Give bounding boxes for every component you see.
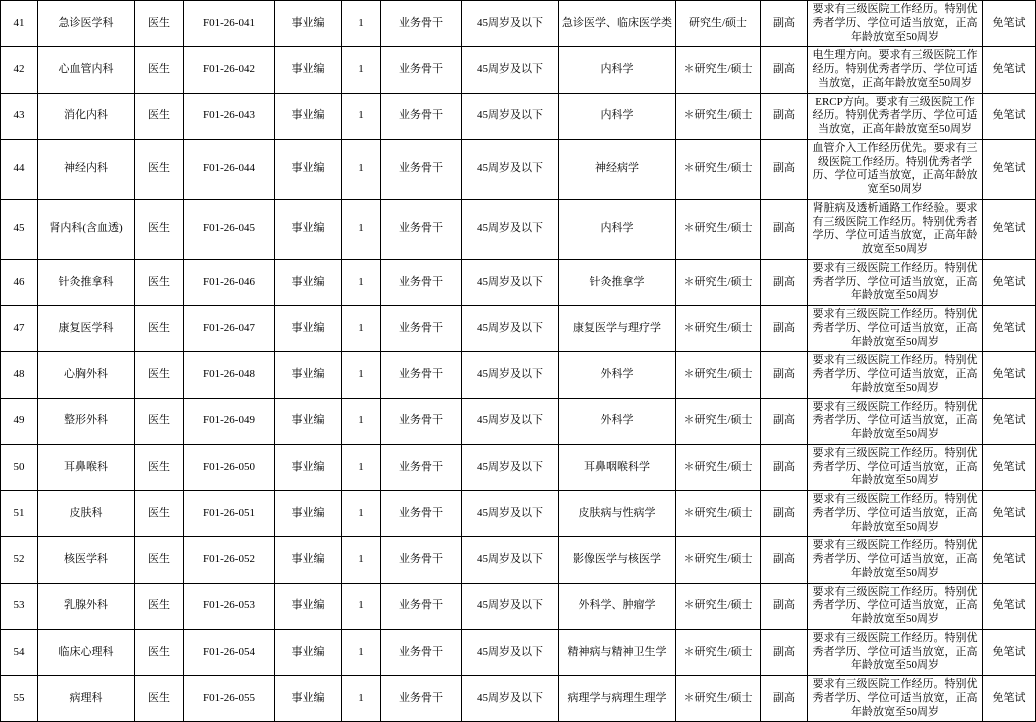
cell-level: 业务骨干 xyxy=(381,629,462,675)
table-row xyxy=(1,583,1036,629)
cell-post: 肾内科(含血透) xyxy=(38,199,135,259)
cell-exam: 免笔试 xyxy=(983,398,1036,444)
table-row xyxy=(1,352,1036,398)
cell-age: 45周岁及以下 xyxy=(462,259,559,305)
cell-exam: 免笔试 xyxy=(983,139,1036,199)
cell-estab: 事业编 xyxy=(275,398,342,444)
cell-code: F01-26-048 xyxy=(184,352,275,398)
cell-major: 外科学、肿瘤学 xyxy=(559,583,676,629)
cell-no: 54 xyxy=(1,629,38,675)
cell-other: 要求有三级医院工作经历。特别优秀者学历、学位可适当放宽，正高年龄放宽至50周岁 xyxy=(808,306,983,352)
cell-degree: ＊研究生/硕士 xyxy=(676,139,761,199)
cell-degree: ＊研究生/硕士 xyxy=(676,259,761,305)
cell-num: 1 xyxy=(342,47,381,93)
cell-exam: 免笔试 xyxy=(983,491,1036,537)
cell-num: 1 xyxy=(342,259,381,305)
cell-post: 临床心理科 xyxy=(38,629,135,675)
cell-major: 针灸推拿学 xyxy=(559,259,676,305)
cell-age: 45周岁及以下 xyxy=(462,47,559,93)
cell-type: 医生 xyxy=(135,398,184,444)
cell-estab: 事业编 xyxy=(275,47,342,93)
cell-exam: 免笔试 xyxy=(983,306,1036,352)
cell-post: 乳腺外科 xyxy=(38,583,135,629)
cell-num: 1 xyxy=(342,444,381,490)
table-row xyxy=(1,1,1036,47)
cell-major: 外科学 xyxy=(559,398,676,444)
cell-type: 医生 xyxy=(135,583,184,629)
cell-post: 急诊医学科 xyxy=(38,1,135,47)
cell-title: 副高 xyxy=(761,629,808,675)
cell-degree: ＊研究生/硕士 xyxy=(676,444,761,490)
cell-level: 业务骨干 xyxy=(381,444,462,490)
cell-code: F01-26-045 xyxy=(184,199,275,259)
cell-major: 耳鼻咽喉科学 xyxy=(559,444,676,490)
cell-code: F01-26-049 xyxy=(184,398,275,444)
cell-estab: 事业编 xyxy=(275,676,342,722)
cell-degree: 研究生/硕士 xyxy=(676,1,761,47)
cell-num: 1 xyxy=(342,1,381,47)
cell-level: 业务骨干 xyxy=(381,352,462,398)
table-row xyxy=(1,444,1036,490)
cell-title: 副高 xyxy=(761,537,808,583)
cell-age: 45周岁及以下 xyxy=(462,583,559,629)
cell-title: 副高 xyxy=(761,259,808,305)
table-row xyxy=(1,676,1036,722)
table-row xyxy=(1,259,1036,305)
cell-title: 副高 xyxy=(761,139,808,199)
cell-code: F01-26-047 xyxy=(184,306,275,352)
table-row xyxy=(1,199,1036,259)
table-row xyxy=(1,491,1036,537)
cell-code: F01-26-055 xyxy=(184,676,275,722)
cell-age: 45周岁及以下 xyxy=(462,306,559,352)
cell-type: 医生 xyxy=(135,491,184,537)
cell-other: ERCP方向。要求有三级医院工作经历。特别优秀者学历、学位可适当放宽，正高年龄放宽至50周岁 xyxy=(808,93,983,139)
cell-type: 医生 xyxy=(135,352,184,398)
cell-num: 1 xyxy=(342,583,381,629)
cell-post: 消化内科 xyxy=(38,93,135,139)
cell-exam: 免笔试 xyxy=(983,537,1036,583)
cell-code: F01-26-051 xyxy=(184,491,275,537)
cell-no: 48 xyxy=(1,352,38,398)
cell-exam: 免笔试 xyxy=(983,1,1036,47)
cell-major: 皮肤病与性病学 xyxy=(559,491,676,537)
cell-title: 副高 xyxy=(761,1,808,47)
cell-degree: ＊研究生/硕士 xyxy=(676,93,761,139)
cell-no: 41 xyxy=(1,1,38,47)
cell-age: 45周岁及以下 xyxy=(462,199,559,259)
cell-title: 副高 xyxy=(761,398,808,444)
cell-major: 外科学 xyxy=(559,352,676,398)
cell-level: 业务骨干 xyxy=(381,537,462,583)
cell-age: 45周岁及以下 xyxy=(462,139,559,199)
cell-major: 影像医学与核医学 xyxy=(559,537,676,583)
cell-no: 46 xyxy=(1,259,38,305)
cell-other: 要求有三级医院工作经历。特别优秀者学历、学位可适当放宽，正高年龄放宽至50周岁 xyxy=(808,491,983,537)
cell-no: 49 xyxy=(1,398,38,444)
cell-estab: 事业编 xyxy=(275,629,342,675)
cell-level: 业务骨干 xyxy=(381,93,462,139)
cell-degree: ＊研究生/硕士 xyxy=(676,398,761,444)
cell-code: F01-26-041 xyxy=(184,1,275,47)
table-body xyxy=(1,1,1036,722)
cell-type: 医生 xyxy=(135,444,184,490)
cell-title: 副高 xyxy=(761,444,808,490)
cell-estab: 事业编 xyxy=(275,139,342,199)
cell-post: 心血管内科 xyxy=(38,47,135,93)
cell-other: 电生理方向。要求有三级医院工作经历。特别优秀者学历、学位可适当放宽，正高年龄放宽至50周岁 xyxy=(808,47,983,93)
cell-other: 肾脏病及透析通路工作经验。要求有三级医院工作经历。特别优秀者学历、学位可适当放宽，正高年龄放宽至50周岁 xyxy=(808,199,983,259)
cell-estab: 事业编 xyxy=(275,352,342,398)
cell-code: F01-26-043 xyxy=(184,93,275,139)
cell-no: 45 xyxy=(1,199,38,259)
cell-post: 皮肤科 xyxy=(38,491,135,537)
cell-title: 副高 xyxy=(761,199,808,259)
cell-level: 业务骨干 xyxy=(381,1,462,47)
cell-exam: 免笔试 xyxy=(983,676,1036,722)
cell-level: 业务骨干 xyxy=(381,139,462,199)
cell-age: 45周岁及以下 xyxy=(462,629,559,675)
cell-degree: ＊研究生/硕士 xyxy=(676,676,761,722)
cell-no: 50 xyxy=(1,444,38,490)
cell-major: 内科学 xyxy=(559,199,676,259)
cell-post: 核医学科 xyxy=(38,537,135,583)
cell-estab: 事业编 xyxy=(275,259,342,305)
cell-age: 45周岁及以下 xyxy=(462,398,559,444)
table-row xyxy=(1,398,1036,444)
cell-age: 45周岁及以下 xyxy=(462,352,559,398)
cell-estab: 事业编 xyxy=(275,306,342,352)
cell-major: 神经病学 xyxy=(559,139,676,199)
table-row xyxy=(1,93,1036,139)
cell-code: F01-26-052 xyxy=(184,537,275,583)
cell-level: 业务骨干 xyxy=(381,47,462,93)
cell-title: 副高 xyxy=(761,47,808,93)
cell-post: 神经内科 xyxy=(38,139,135,199)
cell-post: 病理科 xyxy=(38,676,135,722)
cell-other: 要求有三级医院工作经历。特别优秀者学历、学位可适当放宽，正高年龄放宽至50周岁 xyxy=(808,352,983,398)
cell-post: 心胸外科 xyxy=(38,352,135,398)
cell-major: 内科学 xyxy=(559,93,676,139)
cell-no: 53 xyxy=(1,583,38,629)
table-row xyxy=(1,537,1036,583)
cell-level: 业务骨干 xyxy=(381,676,462,722)
cell-other: 要求有三级医院工作经历。特别优秀者学历、学位可适当放宽，正高年龄放宽至50周岁 xyxy=(808,537,983,583)
cell-num: 1 xyxy=(342,398,381,444)
cell-estab: 事业编 xyxy=(275,537,342,583)
cell-type: 医生 xyxy=(135,306,184,352)
cell-major: 病理学与病理生理学 xyxy=(559,676,676,722)
cell-type: 医生 xyxy=(135,676,184,722)
cell-age: 45周岁及以下 xyxy=(462,1,559,47)
cell-age: 45周岁及以下 xyxy=(462,491,559,537)
cell-exam: 免笔试 xyxy=(983,629,1036,675)
cell-major: 精神病与精神卫生学 xyxy=(559,629,676,675)
cell-title: 副高 xyxy=(761,491,808,537)
table-row xyxy=(1,47,1036,93)
cell-code: F01-26-050 xyxy=(184,444,275,490)
cell-type: 医生 xyxy=(135,139,184,199)
cell-code: F01-26-042 xyxy=(184,47,275,93)
cell-degree: ＊研究生/硕士 xyxy=(676,306,761,352)
cell-level: 业务骨干 xyxy=(381,398,462,444)
cell-other: 要求有三级医院工作经历。特别优秀者学历、学位可适当放宽，正高年龄放宽至50周岁 xyxy=(808,1,983,47)
cell-estab: 事业编 xyxy=(275,199,342,259)
cell-title: 副高 xyxy=(761,676,808,722)
cell-degree: ＊研究生/硕士 xyxy=(676,352,761,398)
cell-code: F01-26-046 xyxy=(184,259,275,305)
cell-degree: ＊研究生/硕士 xyxy=(676,491,761,537)
cell-no: 43 xyxy=(1,93,38,139)
cell-no: 42 xyxy=(1,47,38,93)
cell-exam: 免笔试 xyxy=(983,259,1036,305)
cell-type: 医生 xyxy=(135,47,184,93)
cell-other: 血管介入工作经历优先。要求有三级医院工作经历。特别优秀者学历、学位可适当放宽，正高年龄放宽至50周岁 xyxy=(808,139,983,199)
cell-age: 45周岁及以下 xyxy=(462,444,559,490)
cell-code: F01-26-053 xyxy=(184,583,275,629)
cell-title: 副高 xyxy=(761,93,808,139)
table-row xyxy=(1,629,1036,675)
cell-degree: ＊研究生/硕士 xyxy=(676,583,761,629)
cell-estab: 事业编 xyxy=(275,444,342,490)
cell-num: 1 xyxy=(342,93,381,139)
cell-num: 1 xyxy=(342,352,381,398)
cell-other: 要求有三级医院工作经历。特别优秀者学历、学位可适当放宽，正高年龄放宽至50周岁 xyxy=(808,444,983,490)
cell-title: 副高 xyxy=(761,583,808,629)
cell-num: 1 xyxy=(342,676,381,722)
cell-no: 52 xyxy=(1,537,38,583)
cell-estab: 事业编 xyxy=(275,1,342,47)
cell-post: 康复医学科 xyxy=(38,306,135,352)
cell-other: 要求有三级医院工作经历。特别优秀者学历、学位可适当放宽，正高年龄放宽至50周岁 xyxy=(808,629,983,675)
cell-no: 44 xyxy=(1,139,38,199)
cell-exam: 免笔试 xyxy=(983,199,1036,259)
cell-exam: 免笔试 xyxy=(983,583,1036,629)
cell-estab: 事业编 xyxy=(275,93,342,139)
cell-major: 急诊医学、临床医学类 xyxy=(559,1,676,47)
cell-no: 47 xyxy=(1,306,38,352)
cell-other: 要求有三级医院工作经历。特别优秀者学历、学位可适当放宽，正高年龄放宽至50周岁 xyxy=(808,398,983,444)
cell-title: 副高 xyxy=(761,306,808,352)
table-row xyxy=(1,306,1036,352)
cell-num: 1 xyxy=(342,139,381,199)
cell-level: 业务骨干 xyxy=(381,259,462,305)
cell-other: 要求有三级医院工作经历。特别优秀者学历、学位可适当放宽，正高年龄放宽至50周岁 xyxy=(808,259,983,305)
cell-type: 医生 xyxy=(135,199,184,259)
cell-exam: 免笔试 xyxy=(983,93,1036,139)
cell-exam: 免笔试 xyxy=(983,352,1036,398)
table-row xyxy=(1,139,1036,199)
cell-type: 医生 xyxy=(135,537,184,583)
cell-level: 业务骨干 xyxy=(381,199,462,259)
cell-type: 医生 xyxy=(135,93,184,139)
cell-type: 医生 xyxy=(135,259,184,305)
cell-no: 55 xyxy=(1,676,38,722)
cell-degree: ＊研究生/硕士 xyxy=(676,47,761,93)
cell-degree: ＊研究生/硕士 xyxy=(676,629,761,675)
cell-exam: 免笔试 xyxy=(983,47,1036,93)
cell-estab: 事业编 xyxy=(275,583,342,629)
cell-level: 业务骨干 xyxy=(381,583,462,629)
cell-type: 医生 xyxy=(135,629,184,675)
cell-age: 45周岁及以下 xyxy=(462,676,559,722)
cell-num: 1 xyxy=(342,306,381,352)
cell-level: 业务骨干 xyxy=(381,491,462,537)
cell-degree: ＊研究生/硕士 xyxy=(676,199,761,259)
cell-major: 内科学 xyxy=(559,47,676,93)
cell-num: 1 xyxy=(342,199,381,259)
cell-degree: ＊研究生/硕士 xyxy=(676,537,761,583)
cell-type: 医生 xyxy=(135,1,184,47)
cell-post: 整形外科 xyxy=(38,398,135,444)
cell-code: F01-26-054 xyxy=(184,629,275,675)
cell-post: 针灸推拿科 xyxy=(38,259,135,305)
cell-level: 业务骨干 xyxy=(381,306,462,352)
cell-num: 1 xyxy=(342,491,381,537)
cell-exam: 免笔试 xyxy=(983,444,1036,490)
cell-estab: 事业编 xyxy=(275,491,342,537)
cell-major: 康复医学与理疗学 xyxy=(559,306,676,352)
cell-age: 45周岁及以下 xyxy=(462,93,559,139)
cell-other: 要求有三级医院工作经历。特别优秀者学历、学位可适当放宽，正高年龄放宽至50周岁 xyxy=(808,583,983,629)
cell-code: F01-26-044 xyxy=(184,139,275,199)
cell-age: 45周岁及以下 xyxy=(462,537,559,583)
cell-num: 1 xyxy=(342,629,381,675)
cell-post: 耳鼻喉科 xyxy=(38,444,135,490)
cell-other: 要求有三级医院工作经历。特别优秀者学历、学位可适当放宽，正高年龄放宽至50周岁 xyxy=(808,676,983,722)
cell-no: 51 xyxy=(1,491,38,537)
cell-title: 副高 xyxy=(761,352,808,398)
cell-num: 1 xyxy=(342,537,381,583)
